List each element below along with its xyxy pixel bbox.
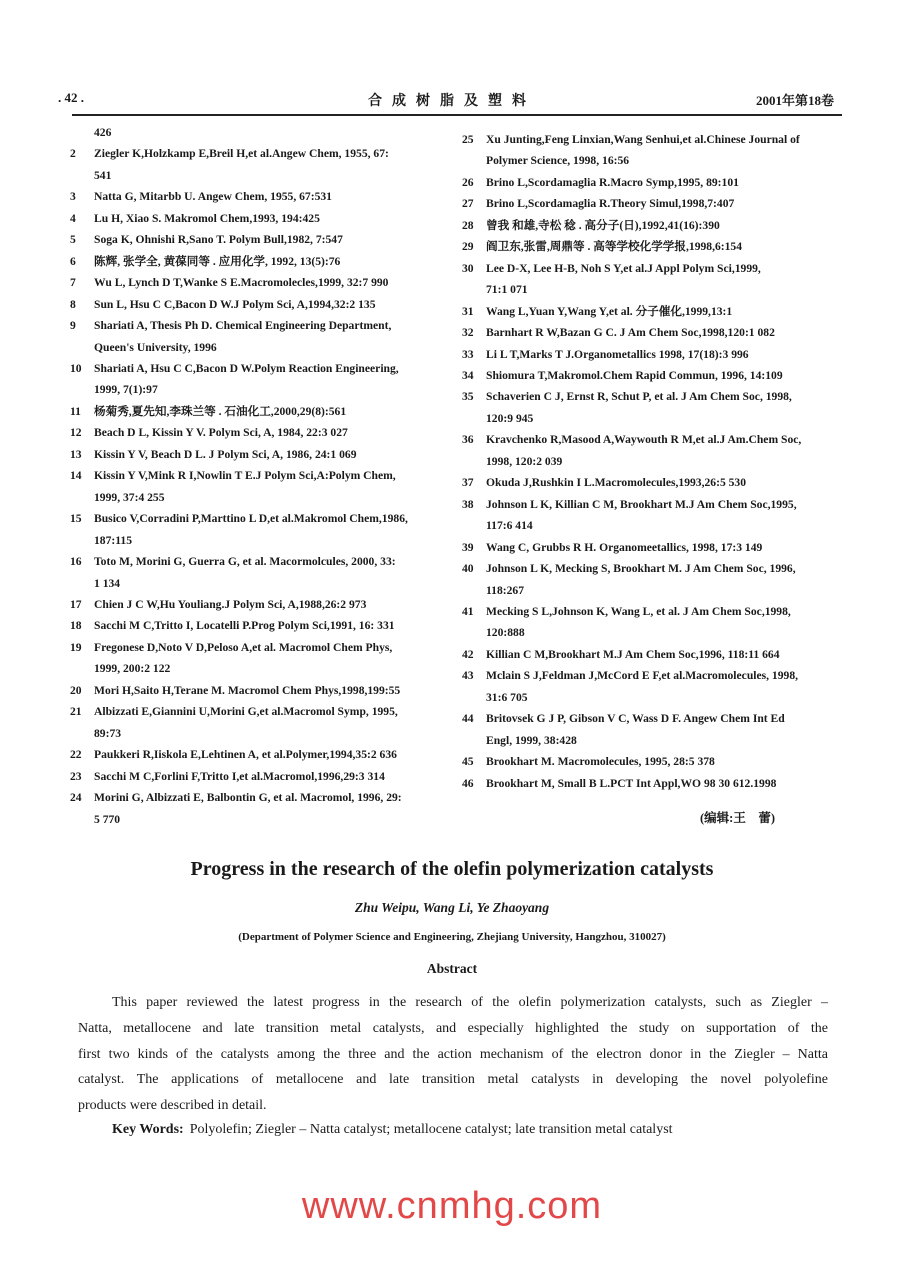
reference-item <box>70 122 452 143</box>
reference-number: 41 <box>462 604 474 618</box>
reference-number: 6 <box>70 254 76 268</box>
reference-text: Paukkeri R,Iiskola E,Lehtinen A, et al.Polymer,1994,35:2 636 <box>94 748 397 762</box>
abstract-line: Natta, metallocene and late transition metal catalysts, and especially highlighted the study on supportation of the <box>78 1020 828 1036</box>
reference-item <box>462 172 854 193</box>
abstract-line: first two kinds of the catalysts among the three and the action mechanism of the electron donor in the Ziegler – Natta <box>78 1046 828 1062</box>
reference-text: 1 134 <box>94 576 121 590</box>
reference-item <box>70 787 452 830</box>
reference-text: Morini G, Albizzati E, Balbontin G, et al. Macromol, 1996, 29: <box>94 791 402 805</box>
reference-text: Okuda J,Rushkin I L.Macromolecules,1993,26:5 530 <box>486 476 747 490</box>
reference-number: 14 <box>70 469 82 483</box>
reference-text: 117:6 414 <box>486 519 533 533</box>
abstract-body <box>78 990 828 1119</box>
reference-item <box>70 766 452 787</box>
references-right-column <box>462 129 854 794</box>
reference-item <box>70 272 452 293</box>
reference-item <box>462 773 854 794</box>
reference-item <box>462 429 854 472</box>
reference-text: 1999, 200:2 122 <box>94 662 171 676</box>
reference-item <box>462 129 854 172</box>
reference-number: 25 <box>462 133 474 146</box>
reference-number: 31 <box>462 304 474 318</box>
reference-number: 3 <box>70 190 76 204</box>
watermark: www.cnmhg.com <box>301 1185 603 1227</box>
reference-item <box>462 386 854 429</box>
reference-number: 24 <box>70 791 82 805</box>
reference-item <box>70 701 452 744</box>
reference-item <box>70 551 452 594</box>
reference-number: 5 <box>70 233 76 247</box>
reference-text: Engl, 1999, 38:428 <box>486 733 577 747</box>
reference-number: 22 <box>70 748 82 762</box>
reference-item <box>70 637 452 680</box>
reference-text: 71:1 071 <box>486 283 528 297</box>
reference-item <box>462 558 854 601</box>
editor-note: (编辑:王 蕾) <box>700 811 775 825</box>
reference-item <box>70 508 452 551</box>
reference-number: 15 <box>70 512 82 526</box>
reference-number: 4 <box>70 211 76 225</box>
reference-number: 17 <box>70 597 82 611</box>
reference-number: 46 <box>462 776 474 790</box>
reference-text: 31:6 705 <box>486 690 528 704</box>
reference-item <box>462 751 854 772</box>
reference-text: Barnhart R W,Bazan G C. J Am Chem Soc,1998,120:1 082 <box>486 326 775 340</box>
reference-number: 8 <box>70 297 76 311</box>
reference-item <box>70 294 452 315</box>
reference-text: Natta G, Mitarbb U. Angew Chem, 1955, 67:531 <box>94 190 332 204</box>
reference-item <box>462 193 854 214</box>
reference-text: Chien J C W,Hu Youliang.J Polym Sci, A,1988,26:2 973 <box>94 597 367 611</box>
reference-text: Fregonese D,Noto V D,Peloso A,et al. Macromol Chem Phys, <box>94 640 393 654</box>
references-left-column <box>70 122 452 830</box>
reference-number: 12 <box>70 426 82 440</box>
reference-number: 29 <box>462 240 474 254</box>
reference-text: Sacchi M C,Forlini F,Tritto I,et al.Macromol,1996,29:3 314 <box>94 769 385 783</box>
reference-text: Johnson L K, Killian C M, Brookhart M.J Am Chem Soc,1995, <box>486 497 797 511</box>
reference-number: 44 <box>462 712 474 726</box>
authors: Zhu Weipu, Wang Li, Ye Zhaoyang <box>354 900 550 915</box>
reference-item <box>462 472 854 493</box>
reference-text: Shiomura T,Makromol.Chem Rapid Commun, 1996, 14:109 <box>486 368 783 382</box>
keywords <box>112 1122 673 1138</box>
reference-item <box>70 358 452 401</box>
reference-item <box>462 494 854 537</box>
reference-text: Queen's University, 1996 <box>94 340 217 354</box>
reference-text: 曾我 和雄,寺松 稔 . 高分子(日),1992,41(16):390 <box>486 218 720 232</box>
reference-number: 9 <box>70 319 76 333</box>
reference-item <box>70 315 452 358</box>
reference-item <box>462 215 854 236</box>
reference-text: Brino L,Scordamaglia R.Macro Symp,1995, 89:101 <box>486 175 739 189</box>
reference-item <box>462 258 854 301</box>
journal-volume: 2001年第18卷 <box>755 93 834 108</box>
reference-text: 5 770 <box>94 812 121 826</box>
keywords-label: Key Words: <box>112 1122 184 1137</box>
abstract-heading: Abstract <box>426 961 478 976</box>
reference-number: 34 <box>462 368 474 382</box>
keywords-text: Polyolefin; Ziegler – Natta catalyst; metallocene catalyst; late transition metal catalyst <box>189 1122 673 1137</box>
reference-item <box>462 644 854 665</box>
reference-item <box>462 322 854 343</box>
reference-number: 38 <box>462 497 474 511</box>
reference-item <box>462 301 854 322</box>
reference-text: Sun L, Hsu C C,Bacon D W.J Polym Sci, A,1994,32:2 135 <box>94 297 376 311</box>
reference-text: 426 <box>94 126 112 139</box>
reference-item <box>70 444 452 465</box>
reference-text: Britovsek G J P, Gibson V C, Wass D F. Angew Chem Int Ed <box>486 712 785 726</box>
reference-text: 杨菊秀,夏先知,李珠兰等 . 石油化工,2000,29(8):561 <box>94 404 347 418</box>
reference-text: Beach D L, Kissin Y V. Polym Sci, A, 1984, 22:3 027 <box>94 426 348 440</box>
reference-text: Brookhart M. Macromolecules, 1995, 28:5 378 <box>486 755 715 769</box>
reference-number: 37 <box>462 476 474 490</box>
reference-number: 20 <box>70 683 82 697</box>
reference-text: Wang C, Grubbs R H. Organomeetallics, 1998, 17:3 149 <box>486 540 763 554</box>
reference-text: Xu Junting,Feng Linxian,Wang Senhui,et al.Chinese Journal of <box>486 133 800 146</box>
reference-text: Shariati A, Thesis Ph D. Chemical Engineering Department, <box>94 319 392 333</box>
reference-number: 27 <box>462 197 474 211</box>
reference-text: Lee D-X, Lee H-B, Noh S Y,et al.J Appl Polym Sci,1999, <box>486 261 761 275</box>
reference-number: 2 <box>70 147 76 161</box>
reference-text: 1999, 7(1):97 <box>94 383 158 397</box>
reference-text: 120:9 945 <box>486 411 534 425</box>
reference-number: 39 <box>462 540 474 554</box>
reference-number: 33 <box>462 347 474 361</box>
reference-item <box>70 251 452 272</box>
reference-text: Wu L, Lynch D T,Wanke S E.Macromolecles,1999, 32:7 990 <box>94 276 389 290</box>
reference-text: 阎卫东,张雷,周鼎等 . 高等学校化学学报,1998,6:154 <box>486 240 743 254</box>
abstract-line: This paper reviewed the latest progress in the research of the olefin polymerization catalysts, such as Ziegler – <box>112 995 828 1010</box>
reference-item <box>70 680 452 701</box>
reference-item <box>70 422 452 443</box>
reference-text: 1998, 120:2 039 <box>486 454 563 468</box>
reference-number: 42 <box>462 647 474 661</box>
reference-item <box>70 594 452 615</box>
reference-text: Albizzati E,Giannini U,Morini G,et al.Macromol Symp, 1995, <box>94 705 398 719</box>
reference-text: Wang L,Yuan Y,Wang Y,et al. 分子催化,1999,13:1 <box>486 304 733 318</box>
reference-number: 7 <box>70 276 76 290</box>
reference-text: Shariati A, Hsu C C,Bacon D W.Polym Reaction Engineering, <box>94 361 399 375</box>
header-rule <box>72 114 842 116</box>
reference-number: 10 <box>70 361 82 375</box>
reference-text: Johnson L K, Mecking S, Brookhart M. J Am Chem Soc, 1996, <box>486 562 796 576</box>
reference-text: Polymer Science, 1998, 16:56 <box>486 154 630 168</box>
reference-text: 541 <box>94 168 112 182</box>
reference-number: 28 <box>462 218 474 232</box>
reference-text: Ziegler K,Holzkamp E,Breil H,et al.Angew Chem, 1955, 67: <box>94 147 389 161</box>
reference-item <box>462 601 854 644</box>
reference-item <box>462 365 854 386</box>
reference-text: Kravchenko R,Masood A,Waywouth R M,et al.J Am.Chem Soc, <box>486 433 802 447</box>
reference-text: Kissin Y V, Beach D L. J Polym Sci, A, 1986, 24:1 069 <box>94 447 357 461</box>
reference-text: 89:73 <box>94 726 122 740</box>
reference-number: 21 <box>70 705 82 719</box>
reference-number: 45 <box>462 755 474 769</box>
reference-text: Sacchi M C,Tritto I, Locatelli P.Prog Polym Sci,1991, 16: 331 <box>94 619 395 633</box>
reference-item <box>70 401 452 422</box>
reference-text: Brino L,Scordamaglia R.Theory Simul,1998,7:407 <box>486 197 735 211</box>
abstract-line: catalyst. The applications of metallocene and late transition metal catalysts in developing the novel polyolefine <box>78 1072 828 1088</box>
reference-text: Soga K, Ohnishi R,Sano T. Polym Bull,1982, 7:547 <box>94 233 343 247</box>
reference-text: Kissin Y V,Mink R I,Nowlin T E.J Polym Sci,A:Polym Chem, <box>94 469 396 483</box>
reference-number: 19 <box>70 640 82 654</box>
reference-text: Toto M, Morini G, Guerra G, et al. Macormolcules, 2000, 33: <box>94 555 396 569</box>
reference-text: 187:115 <box>94 533 133 547</box>
paper-title: Progress in the research of the olefin polymerization catalysts <box>190 858 714 880</box>
reference-text: Mclain S J,Feldman J,McCord E F,et al.Macromolecules, 1998, <box>486 669 799 683</box>
reference-number: 30 <box>462 261 474 275</box>
reference-item <box>70 615 452 636</box>
reference-text: Killian C M,Brookhart M.J Am Chem Soc,1996, 118:11 664 <box>486 647 780 661</box>
reference-number: 36 <box>462 433 474 447</box>
reference-text: 118:267 <box>486 583 525 597</box>
reference-number: 23 <box>70 769 82 783</box>
reference-item <box>70 465 452 508</box>
reference-item <box>70 744 452 765</box>
reference-text: Li L T,Marks T J.Organometallics 1998, 17(18):3 996 <box>486 347 749 361</box>
reference-number: 11 <box>70 404 81 418</box>
reference-item <box>70 208 452 229</box>
reference-text: 1999, 37:4 255 <box>94 490 165 504</box>
reference-text: Brookhart M, Small B L.PCT Int Appl,WO 98 30 612.1998 <box>486 776 777 790</box>
reference-item <box>462 537 854 558</box>
reference-text: Schaverien C J, Ernst R, Schut P, et al. J Am Chem Soc, 1998, <box>486 390 792 404</box>
reference-number: 26 <box>462 175 474 189</box>
reference-text: 120:888 <box>486 626 525 640</box>
journal-title: 合成树脂及塑料 <box>368 94 536 109</box>
reference-item <box>70 229 452 250</box>
reference-text: 陈辉, 张学全, 黄葆同等 . 应用化学, 1992, 13(5):76 <box>94 254 341 268</box>
reference-number: 40 <box>462 562 474 576</box>
reference-item <box>462 708 854 751</box>
reference-item <box>70 186 452 207</box>
reference-text: Mecking S L,Johnson K, Wang L, et al. J Am Chem Soc,1998, <box>486 604 791 618</box>
reference-text: Mori H,Saito H,Terane M. Macromol Chem Phys,1998,199:55 <box>94 683 401 697</box>
reference-text: Busico V,Corradini P,Marttino L D,et al.Makromol Chem,1986, <box>94 512 408 526</box>
page-number: . 42 . <box>58 90 84 105</box>
reference-text: Lu H, Xiao S. Makromol Chem,1993, 194:425 <box>94 211 320 225</box>
reference-number: 43 <box>462 669 474 683</box>
reference-number: 35 <box>462 390 474 404</box>
reference-number: 18 <box>70 619 82 633</box>
abstract-line: products were described in detail. <box>78 1098 267 1114</box>
reference-item <box>462 344 854 365</box>
reference-number: 32 <box>462 326 474 340</box>
reference-number: 13 <box>70 447 82 461</box>
reference-item <box>462 665 854 708</box>
reference-number: 16 <box>70 555 82 569</box>
affiliation: (Department of Polymer Science and Engineering, Zhejiang University, Hangzhou, 310027) <box>238 931 666 943</box>
reference-item <box>70 143 452 186</box>
reference-item <box>462 236 854 257</box>
